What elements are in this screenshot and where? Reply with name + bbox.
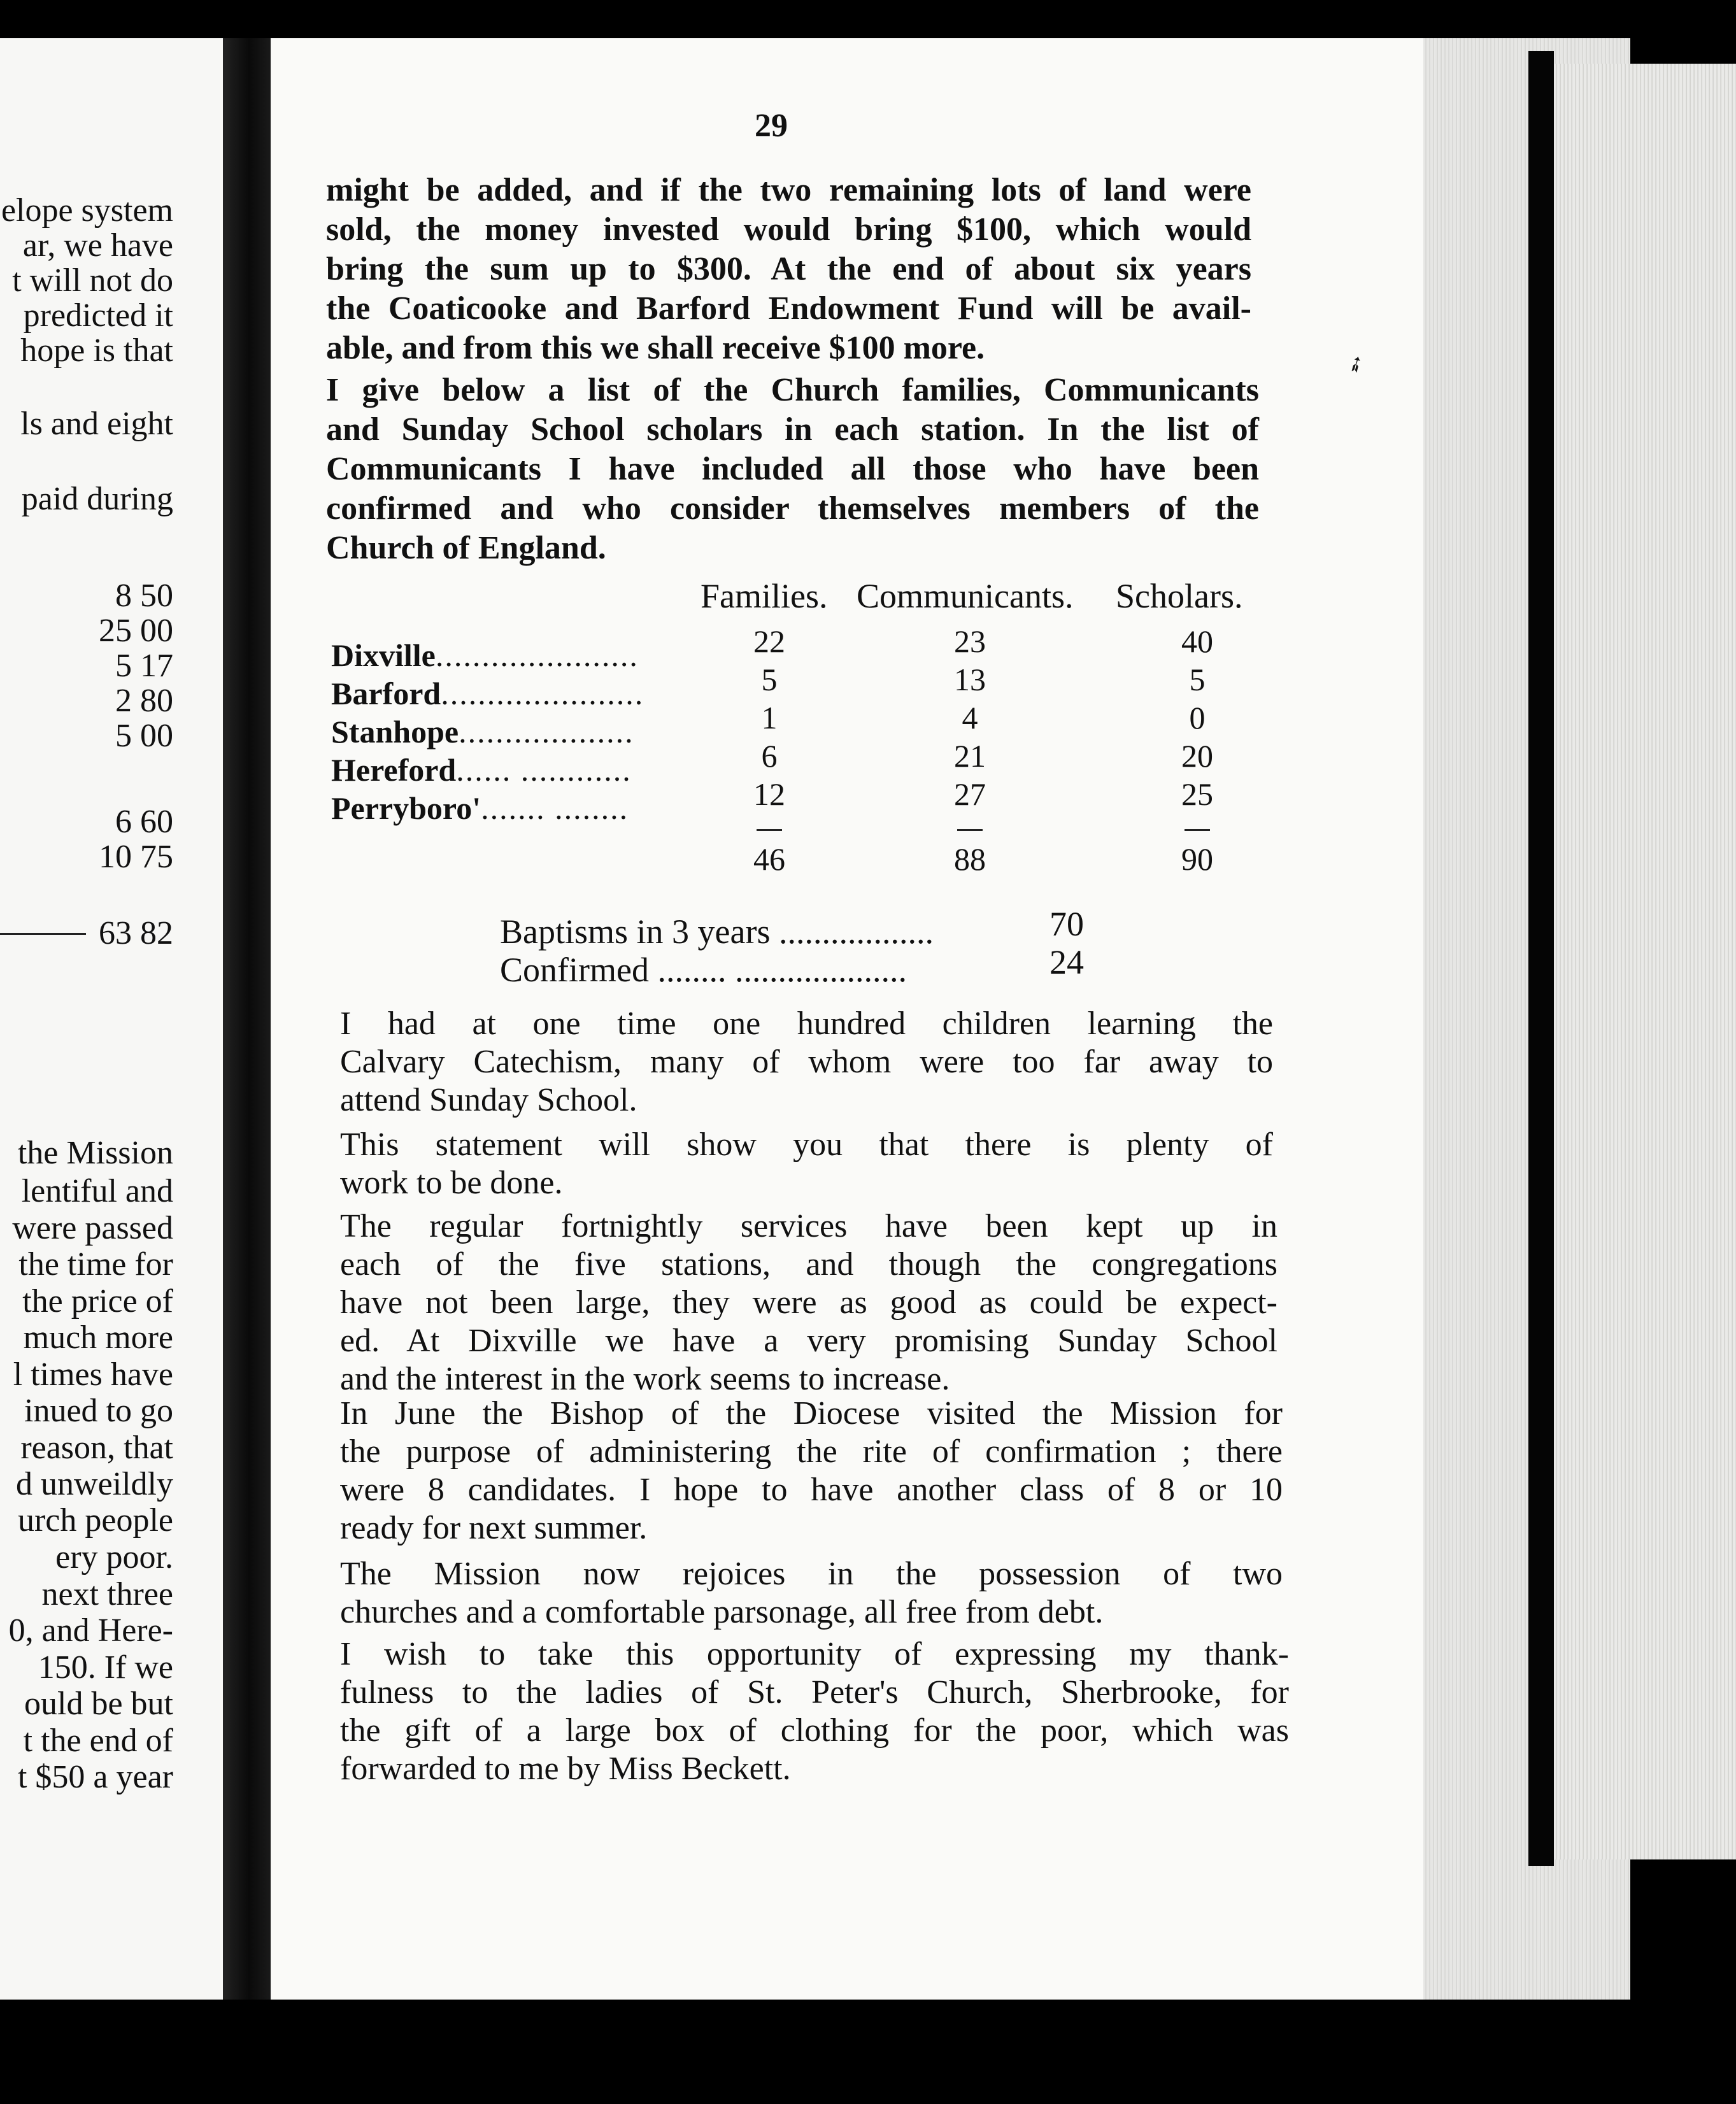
stat-value: 24 — [1049, 943, 1084, 981]
table-cell-scholars: 25 — [1181, 776, 1213, 812]
left-page-fragment: t $50 a year — [17, 1759, 173, 1795]
table-row-label — [331, 790, 629, 827]
station-name: Dixville — [331, 637, 436, 673]
text-line: work to be done. — [340, 1165, 563, 1201]
paragraph-6 — [340, 1395, 1283, 1547]
stat-value: 70 — [1049, 905, 1084, 943]
table-header-communicants: Communicants. — [857, 577, 1074, 615]
total-rule — [957, 829, 983, 831]
text-line: Church of England. — [326, 530, 606, 566]
paragraph-3 — [340, 1005, 1273, 1120]
left-page-fragment: l times have — [13, 1356, 173, 1393]
book-gutter — [223, 38, 271, 2000]
text-line: sold, the money invested would bring $100, which would — [326, 211, 1251, 248]
table-row-label — [331, 713, 634, 750]
left-page-fragment: ar, we have — [22, 227, 173, 264]
text-line: confirmed and who consider themselves members of the — [326, 490, 1259, 527]
left-page-fragment: 150. If we — [38, 1649, 173, 1686]
text-line: might be added, and if the two remaining lots of land were — [326, 172, 1251, 208]
left-page-fragment: lentiful and — [21, 1173, 173, 1209]
table-row-label — [331, 751, 632, 788]
left-page-fragment: reason, that — [20, 1430, 173, 1466]
text-line: I wish to take this opportunity of expressing my thank- — [340, 1636, 1289, 1672]
left-page-fragment: urch people — [17, 1502, 173, 1539]
text-line: able, and from this we shall receive $100 more. — [326, 330, 985, 366]
text-line: the Coaticooke and Barford Endowment Fund will be avail- — [326, 290, 1251, 327]
table-cell-families: 5 — [761, 662, 778, 697]
text-line: forwarded to me by Miss Beckett. — [340, 1751, 791, 1787]
station-name: Stanhope — [331, 714, 459, 750]
text-line: and the interest in the work seems to increase. — [340, 1361, 950, 1397]
text-line: fulness to the ladies of St. Peter's Church, Sherbrooke, for — [340, 1674, 1289, 1710]
left-page-fragment: 5 17 — [115, 648, 173, 684]
total-rule — [757, 829, 782, 831]
paragraph-2 — [326, 371, 1259, 568]
paragraph-7 — [340, 1555, 1283, 1631]
text-line: Calvary Catechism, many of whom were too far away to — [340, 1044, 1273, 1080]
total-rule — [1185, 829, 1210, 831]
table-cell-families: 22 — [753, 623, 785, 659]
text-line: bring the sum up to $300. At the end of about six years — [326, 251, 1251, 287]
station-name: Perryboro' — [331, 790, 481, 826]
stat-label: Baptisms in 3 years .................. — [500, 913, 934, 951]
table-cell-families: 1 — [761, 700, 778, 736]
left-page-fragment: d unweildly — [16, 1466, 173, 1502]
left-page-fragment: 5 00 — [115, 718, 173, 754]
text-line: churches and a comfortable parsonage, all free from debt. — [340, 1594, 1104, 1630]
table-cell-scholars: 0 — [1189, 700, 1206, 736]
text-line: The Mission now rejoices in the possession of two — [340, 1556, 1283, 1592]
table-cell-communicants: 21 — [954, 738, 986, 774]
left-page-fragment: t will not do — [12, 262, 173, 299]
text-line: the gift of a large box of clothing for the poor, which was — [340, 1712, 1289, 1749]
left-page-fragment: predicted it — [23, 297, 173, 334]
text-line: This statement will show you that there is plenty of — [340, 1127, 1273, 1163]
leader-dots: ...... ............ — [456, 752, 632, 788]
left-page-fragment: hope is that — [20, 332, 173, 369]
text-line: In June the Bishop of the Diocese visited the Mission for — [340, 1395, 1283, 1432]
left-page-fragment: the time for — [18, 1246, 173, 1283]
text-line: I give below a list of the Church families, Communicants — [326, 372, 1259, 408]
table-cell-families: 12 — [753, 776, 785, 812]
left-page-fragment: t the end of — [23, 1723, 173, 1759]
table-header-scholars: Scholars. — [1116, 577, 1243, 615]
station-name: Barford — [331, 676, 441, 711]
table-cell-communicants: 13 — [954, 662, 986, 697]
left-page-fragment: next three — [41, 1576, 173, 1612]
left-page-fragment: 10 75 — [99, 839, 173, 875]
table-cell-communicants: 23 — [954, 623, 986, 659]
table-cell-communicants: 27 — [954, 776, 986, 812]
ink-mark: ➶ — [1342, 350, 1370, 380]
table-cell-families: 6 — [761, 738, 778, 774]
leader-dots: ................... — [459, 714, 634, 750]
left-page-fragment: ould be but — [24, 1686, 173, 1722]
table-cell-communicants: 4 — [962, 700, 978, 736]
left-page-fragment: elope system — [1, 192, 173, 229]
table-cell-scholars: 20 — [1181, 738, 1213, 774]
table-total-communicants: 88 — [954, 841, 986, 877]
text-line: were 8 candidates. I hope to have another class of 8 or 10 — [340, 1472, 1283, 1508]
table-header-families: Families. — [701, 577, 828, 615]
left-page-fragment: ery poor. — [55, 1539, 173, 1575]
text-line: have not been large, they were as good as could be expect- — [340, 1284, 1277, 1321]
paragraph-8 — [340, 1635, 1289, 1788]
left-page-fragment: paid during — [21, 481, 173, 517]
text-line: ed. At Dixville we have a very promising Sunday School — [340, 1323, 1277, 1359]
left-page — [0, 38, 223, 2000]
leader-dots: ...................... — [435, 637, 639, 673]
table-row-label — [331, 637, 639, 674]
page-number: 29 — [755, 108, 788, 144]
left-page-fragment: were passed — [12, 1210, 173, 1246]
left-page-fragment: inued to go — [24, 1393, 173, 1429]
text-line: the purpose of administering the rite of confirmation ; there — [340, 1433, 1283, 1470]
left-page-fragment: much more — [23, 1319, 173, 1356]
left-page-fragment: ls and eight — [20, 406, 173, 442]
leader-dots: ....... ........ — [481, 790, 629, 826]
sum-rule — [0, 933, 86, 935]
text-line: and Sunday School scholars in each station. In the list of — [326, 411, 1259, 448]
station-name: Hereford — [331, 752, 457, 788]
left-page-fragment: the price of — [22, 1283, 173, 1319]
left-page-fragment: 2 80 — [115, 683, 173, 719]
table-total-families: 46 — [753, 841, 785, 877]
paragraph-1 — [326, 171, 1251, 368]
left-page-fragment: 8 50 — [115, 578, 173, 614]
text-line: attend Sunday School. — [340, 1082, 637, 1118]
text-line: ready for next summer. — [340, 1510, 648, 1546]
left-page-fragment: 6 60 — [115, 804, 173, 840]
left-page-fragment: the Mission — [17, 1135, 173, 1171]
back-page-edges — [1554, 64, 1736, 1859]
left-page-fragment: 25 00 — [99, 613, 173, 649]
table-row-label — [331, 675, 644, 712]
paragraph-5 — [340, 1207, 1277, 1398]
stat-label: Confirmed ........ .................... — [500, 951, 907, 989]
table-cell-scholars: 5 — [1189, 662, 1206, 697]
left-page-fragment: 0, and Here- — [8, 1612, 173, 1649]
left-page-fragment: 63 82 — [99, 915, 173, 951]
table-cell-scholars: 40 — [1181, 623, 1213, 659]
text-line: Communicants I have included all those who have been — [326, 451, 1259, 487]
text-line: The regular fortnightly services have been kept up in — [340, 1208, 1277, 1244]
table-total-scholars: 90 — [1181, 841, 1213, 877]
text-line: I had at one time one hundred children learning the — [340, 1006, 1273, 1042]
paragraph-4 — [340, 1126, 1273, 1202]
leader-dots: ...................... — [441, 676, 644, 711]
text-line: each of the five stations, and though the congregations — [340, 1246, 1277, 1283]
edge-shadow — [1528, 51, 1554, 1866]
